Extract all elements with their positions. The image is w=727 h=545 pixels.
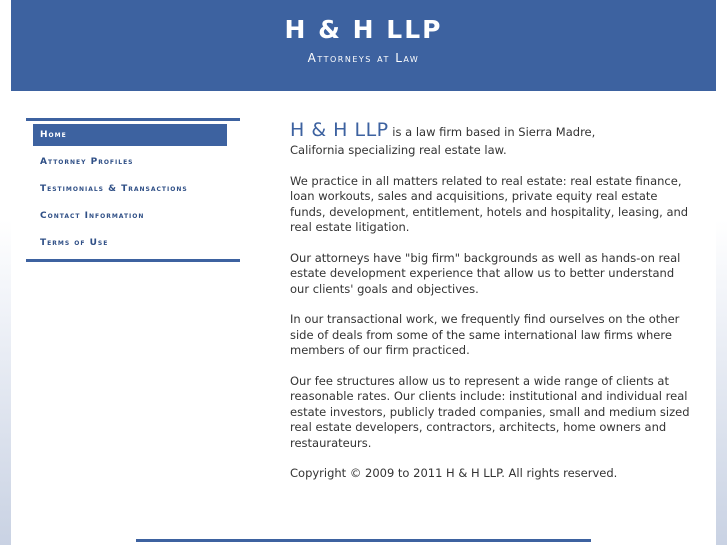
nav-item-attorney-profiles[interactable]: Attorney Profiles — [40, 157, 134, 167]
nav-item-contact-information[interactable]: Contact Information — [40, 211, 145, 221]
intro-text-1: is a law firm based in Sierra Madre, — [388, 125, 596, 139]
main-content — [290, 119, 695, 497]
attorneys-paragraph: Our attorneys have "big firm" backgrounds as well as hands-on real estate development experience that allow us to better understand our clients' goals and objectives. — [290, 250, 681, 296]
nav-item-home[interactable]: Home — [33, 124, 227, 146]
intro-text-2: California specializing real estate law. — [290, 143, 507, 157]
transactional-paragraph: In our transactional work, we frequently find ourselves on the other side of deals from some of the same international law firms where members of our firm practiced. — [290, 312, 680, 358]
fees-paragraph: Our fee structures allow us to represent a wide range of clients at reasonable rates. Our clients include: institutional and individual real estate investors, publicly traded companies, small and medium sized real estate developers, contractors, architects, home owners and restaurateurs. — [290, 374, 690, 450]
site-title: H & H LLP — [284, 15, 443, 44]
footer-rule — [136, 539, 591, 542]
copyright-text: Copyright © 2009 to 2011 H & H LLP. All rights reserved. — [290, 466, 618, 481]
firm-name: H & H LLP — [290, 119, 389, 141]
site-header — [11, 0, 716, 91]
site-subtitle: Attorneys at Law — [307, 51, 420, 65]
sidebar-top-rule — [26, 118, 240, 121]
intro-paragraph — [290, 119, 695, 158]
nav-item-testimonials-transactions[interactable]: Testimonials & Transactions — [40, 184, 188, 194]
nav-item-terms-of-use[interactable]: Terms of Use — [40, 238, 109, 248]
sidebar-bottom-rule — [26, 259, 240, 262]
nav-list — [26, 124, 240, 254]
practice-paragraph: We practice in all matters related to real estate: real estate finance, loan workouts, sales and acquisitions, private equity real estate funds, development, entitlement, hotels and hospitality, leasing, and real estate litigation. — [290, 173, 689, 235]
sidebar-nav — [26, 118, 240, 262]
